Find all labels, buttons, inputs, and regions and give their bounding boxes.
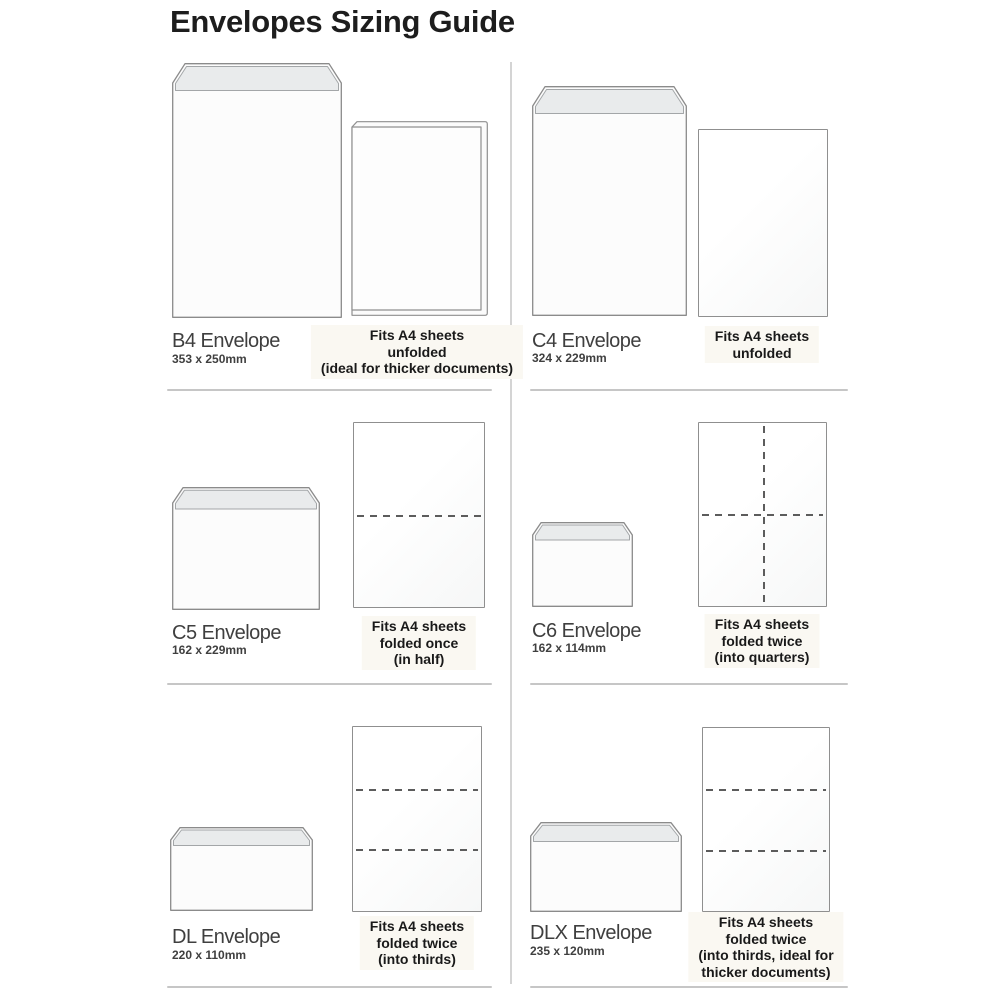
caption-line: (into thirds, ideal for [698,947,834,963]
c5-a4-sheet-graphic [353,422,485,608]
fit-caption [311,325,523,379]
fit-caption [360,916,474,970]
caption-line: thicker documents) [701,963,831,980]
caption-line: Fits A4 sheets [369,918,465,934]
caption-line: unfolded [732,344,792,361]
envelope-name: DL Envelope [172,926,281,948]
row-divider [167,986,492,988]
fold-line-third [706,850,826,852]
page-title: Envelopes Sizing Guide [170,4,515,39]
envelope-name: C6 Envelope [532,620,642,642]
envelope-name: DLX Envelope [530,922,652,944]
envelope-size: 162 x 229mm [172,643,247,657]
b4-a4-sheet-stack-graphic [351,121,489,318]
dlx-a4-sheet-graphic [702,727,830,912]
dl-envelope-graphic [170,827,313,911]
fit-caption [705,326,819,363]
row-divider [530,986,848,988]
envelope-name: C5 Envelope [172,622,282,644]
caption-line: (ideal for thicker documents) [320,360,514,376]
row-divider [530,389,848,391]
column-divider [510,62,512,984]
c4-a4-sheet-graphic [698,129,828,317]
caption-line: unfolded [387,343,447,360]
fold-line-third [356,789,478,791]
fit-caption [688,912,843,982]
envelope-size: 162 x 114mm [532,641,607,655]
envelope-size: 235 x 120mm [530,944,605,958]
c4-envelope-graphic [532,86,687,316]
fold-line-vertical [763,426,765,603]
c6-a4-sheet-graphic [698,422,827,607]
b4-envelope-graphic [172,63,342,318]
envelope-name: B4 Envelope [172,330,280,352]
caption-line: folded twice [376,934,458,951]
caption-line: Fits A4 sheets [718,914,814,930]
caption-line: folded twice [721,632,803,649]
envelope-size: 324 x 229mm [532,351,607,365]
envelope-size: 353 x 250mm [172,352,247,366]
row-divider [167,683,492,685]
caption-line: folded twice [725,930,807,947]
c6-envelope-graphic [532,522,633,607]
fit-caption [362,616,476,670]
caption-line: Fits A4 sheets [714,616,810,632]
fold-line-half [357,515,481,517]
dl-a4-sheet-graphic [352,726,482,912]
caption-line: Fits A4 sheets [371,618,467,634]
fold-line-third [356,849,478,851]
row-divider [167,389,492,391]
fold-line-third [706,789,826,791]
envelope-name: C4 Envelope [532,330,642,352]
caption-line: Fits A4 sheets [714,328,810,344]
envelope-size: 220 x 110mm [172,948,247,962]
c5-envelope-graphic [172,487,320,610]
fit-caption [705,614,820,668]
caption-line: Fits A4 sheets [369,327,465,343]
caption-line: (in half) [393,651,445,667]
caption-line: (into quarters) [714,649,810,665]
row-divider [530,683,848,685]
caption-line: folded once [379,634,459,651]
dlx-envelope-graphic [530,822,682,912]
caption-line: (into thirds) [378,951,456,967]
